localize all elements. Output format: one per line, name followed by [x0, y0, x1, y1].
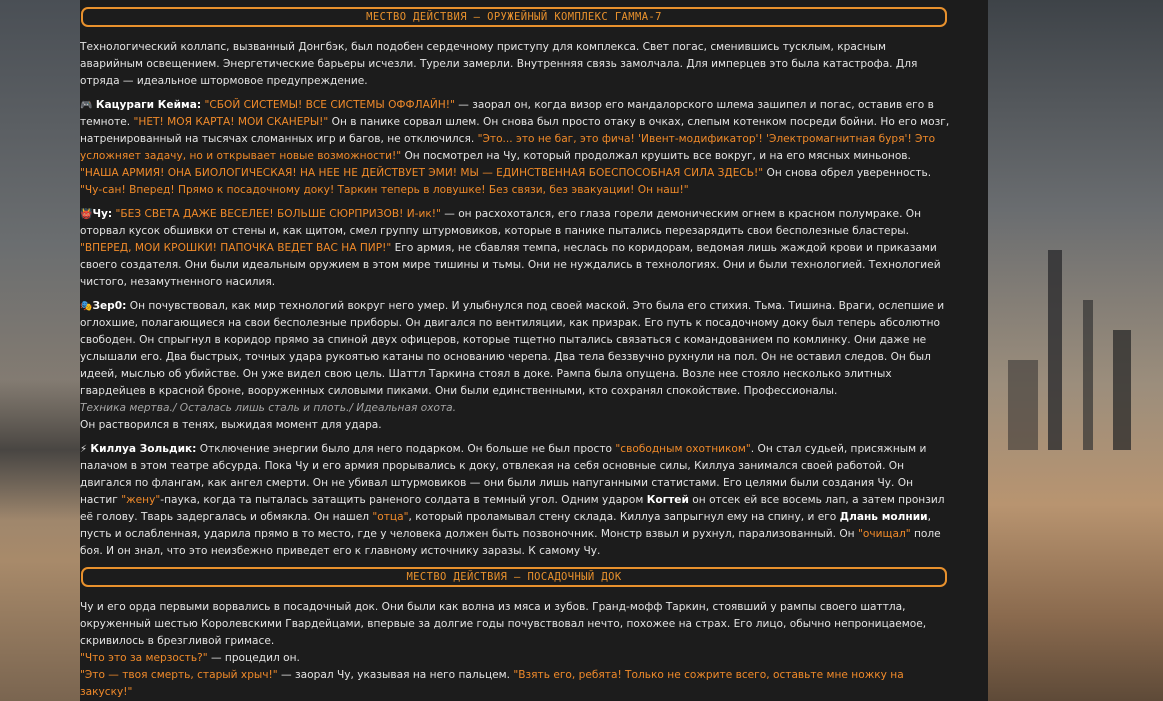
- quote: "Это — твоя смерть, старый хрыч!": [80, 669, 278, 681]
- narration: , который проламывал стену склада. Киллуа запрыгнул ему на спину, и его: [408, 511, 840, 523]
- narration: Он посмотрел на Чу, который продолжал крушить все вокруг, и на его мясных миньонов.: [401, 150, 911, 162]
- location-title: МЕСТВО ДЕЙСТВИЯ – ОРУЖЕЙНЫЙ КОМПЛЕКС ГАММА-7: [366, 11, 662, 23]
- intro-paragraph: Технологический коллапс, вызванный Донгбэк, был подобен сердечному приступу для комплекса. Свет погас, сменившись тусклым, красным аварийным освещением. Энергетические барьеры исчезли. Турели замерли. Внутренняя связь замолчала. Для имперцев это была катастрофа. Для отряда — идеальное штормовое предупреждение.: [80, 41, 918, 87]
- ruin-silhouette: [1008, 360, 1038, 450]
- quote: "очищал": [857, 528, 911, 540]
- quote: "жену": [121, 494, 161, 506]
- zero-paragraph: [80, 298, 950, 434]
- location-header: [81, 7, 947, 27]
- ruin-silhouette: [1113, 330, 1131, 450]
- lightning-icon: ⚡: [80, 444, 88, 455]
- ruin-silhouette: [1048, 250, 1062, 450]
- narration: он отсек ей все восемь лап, а затем пронзил её голову. Тварь задергалась и обмякла. Он нашел: [80, 494, 945, 523]
- narration: , пусть и ослабленная, ударила прямо в то место, где у человека должен быть позвоночник. Монстр взвыл и рухнул, парализованный. Он: [80, 511, 931, 540]
- narration: Он в панике сорвал шлем. Он снова был просто отаку в очках, слепым котенком посреди бойни. Но его мозг, натренированный на тысячах сломанных игр и багов, не отключился.: [80, 116, 950, 145]
- character-name: Зер0:: [92, 300, 127, 312]
- chu-paragraph: [80, 206, 950, 291]
- ability-name: Когтей: [646, 494, 689, 506]
- narration: . Он стал судьей, присяжным и палачом в этом театре абсурда. Пока Чу и его армия прорывались к доку, отвлекая на себя основные силы, Киллуа занимался своей работой. Он двигался по флангам, как ангел смерти. Он не убивал штурмовиков — они были лишь напуганными статистами. Его целями были создания Чу. Он настиг: [80, 443, 927, 506]
- narration: Отключение энергии было для него подарком. Он больше не был просто: [196, 443, 616, 455]
- quote: "СБОЙ СИСТЕМЫ! ВСЕ СИСТЕМЫ ОФФЛАЙН!": [204, 99, 455, 111]
- character-name: Кацураги Кейма:: [95, 99, 202, 111]
- killua-paragraph: [80, 441, 950, 560]
- quote: "Взять его, ребята! Только не сожрите всего, оставьте мне ножку на закуску!": [80, 669, 904, 698]
- location-header: [81, 567, 947, 587]
- haiku: Техника мертва./ Осталась лишь сталь и плоть./ Идеальная охота.: [80, 402, 456, 414]
- character-name: Киллуа Зольдик:: [90, 443, 197, 455]
- background-right-landscape: [988, 0, 1163, 701]
- narration: Он снова обрел уверенность.: [763, 167, 932, 179]
- quote: "отца": [372, 511, 409, 523]
- background-left-landscape: [0, 0, 80, 701]
- story-content: [80, 0, 988, 701]
- ruin-silhouette: [1083, 300, 1093, 450]
- quote: "Чу-сан! Вперед! Прямо к посадочному доку! Таркин теперь в ловушке! Без связи, без эвакуации! Он наш!": [80, 184, 689, 196]
- narration: Он почувствовал, как мир технологий вокруг него умер. И улыбнулся под своей маской. Это была его стихия. Тьма. Тишина. Враги, ослепшие и оглохшие, полагающиеся на свои бесполезные приборы. Он двигался по вентиляции, как призрак. Его путь к посадочному доку был теперь абсолютно свободен. Он спрыгнул в коридор прямо за спиной двух офицеров, которые тщетно пытались связаться с командованием по комлинку. Они даже не услышали его. Два быстрых, точных удара рукоятью катаны по основанию черепа. Два тела беззвучно рухнули на пол. Он не оставил следов. Он был идеей, мыслью об убийстве. Он уже видел свою цель. Шаттл Таркина стоял в доке. Рампа была опущена. Возле нее стояло несколько элитных гвардейцев в красной броне, вооруженных силовыми пиками. Они были единственными, кто сохранял спокойствие. Профессионалы.: [80, 300, 945, 397]
- quote: "Что это за мерзость?": [80, 652, 208, 664]
- quote: "БЕЗ СВЕТА ДАЖЕ ВЕСЕЛЕЕ! БОЛЬШЕ СЮРПРИЗОВ! И-ик!": [112, 208, 441, 220]
- narration: — заорал Чу, указывая на него пальцем.: [277, 669, 514, 681]
- character-name: Чу:: [92, 208, 113, 220]
- mask-icon: 🎭: [80, 301, 93, 312]
- narration: — процедил он.: [207, 652, 300, 664]
- quote: "ВПЕРЕД, МОИ КРОШКИ! ПАПОЧКА ВЕДЕТ ВАС НА ПИР!": [80, 242, 392, 254]
- gamepad-icon: 🎮: [80, 100, 93, 111]
- location-title: МЕСТВО ДЕЙСТВИЯ – ПОСАДОЧНЫЙ ДОК: [406, 571, 622, 583]
- dock-paragraph: [80, 599, 950, 701]
- narration: Чу и его орда первыми ворвались в посадочный док. Они были как волна из мяса и зубов. Гранд-мофф Таркин, стоявший у рампы своего шаттла, окруженный шестью Королевскими Гвардейцами, впервые за долгие годы почувствовал нечто, похожее на страх. Его лицо, обычно непроницаемое, скривилось в брезгливой гримасе.: [80, 601, 927, 647]
- ability-name: Длань молнии: [839, 511, 928, 523]
- quote: "Это... это не баг, это фича! 'Ивент-модификатор'! 'Электромагнитная буря'! Это усложняет задачу, но и открывает новые возможности!": [80, 133, 936, 162]
- narration: — он расхохотался, его глаза горели демоническим огнем в красном полумраке. Он оторвал кусок обшивки от стены и, как щитом, смел группу штурмовиков, которые в панике пытались перезарядить свои бесполезные бластеры.: [80, 208, 922, 237]
- narration: -паука, когда та пыталась затащить раненого солдата в темный угол. Одним ударом: [160, 494, 647, 506]
- narration: поле боя. И он знал, что это неизбежно приведет его к главному источнику заразы. К самому Чу.: [80, 528, 941, 557]
- demon-icon: 👹: [80, 209, 93, 220]
- keima-paragraph: [80, 97, 950, 199]
- quote: "НАША АРМИЯ! ОНА БИОЛОГИЧЕСКАЯ! НА НЕЕ НЕ ДЕЙСТВУЕТ ЭМИ! МЫ — ЕДИНСТВЕННАЯ БОЕСПОСОБНАЯ СИЛА ЗДЕСЬ!": [80, 167, 764, 179]
- narration: — заорал он, когда визор его мандалорского шлема зашипел и погас, оставив его в темноте.: [80, 99, 934, 128]
- quote: "НЕТ! МОЯ КАРТА! МОИ СКАНЕРЫ!": [133, 116, 329, 128]
- narration: Его армия, не сбавляя темпа, неслась по коридорам, ведомая лишь жаждой крови и приказами своего создателя. Они были идеальным оружием в этом мире тишины и тьмы. Они не нуждались в технологиях. Они и были технологией. Технологией чистого, незамутненного насилия.: [80, 242, 941, 288]
- narration: Он растворился в тенях, выжидая момент для удара.: [80, 419, 382, 431]
- quote: "свободным охотником": [615, 443, 751, 455]
